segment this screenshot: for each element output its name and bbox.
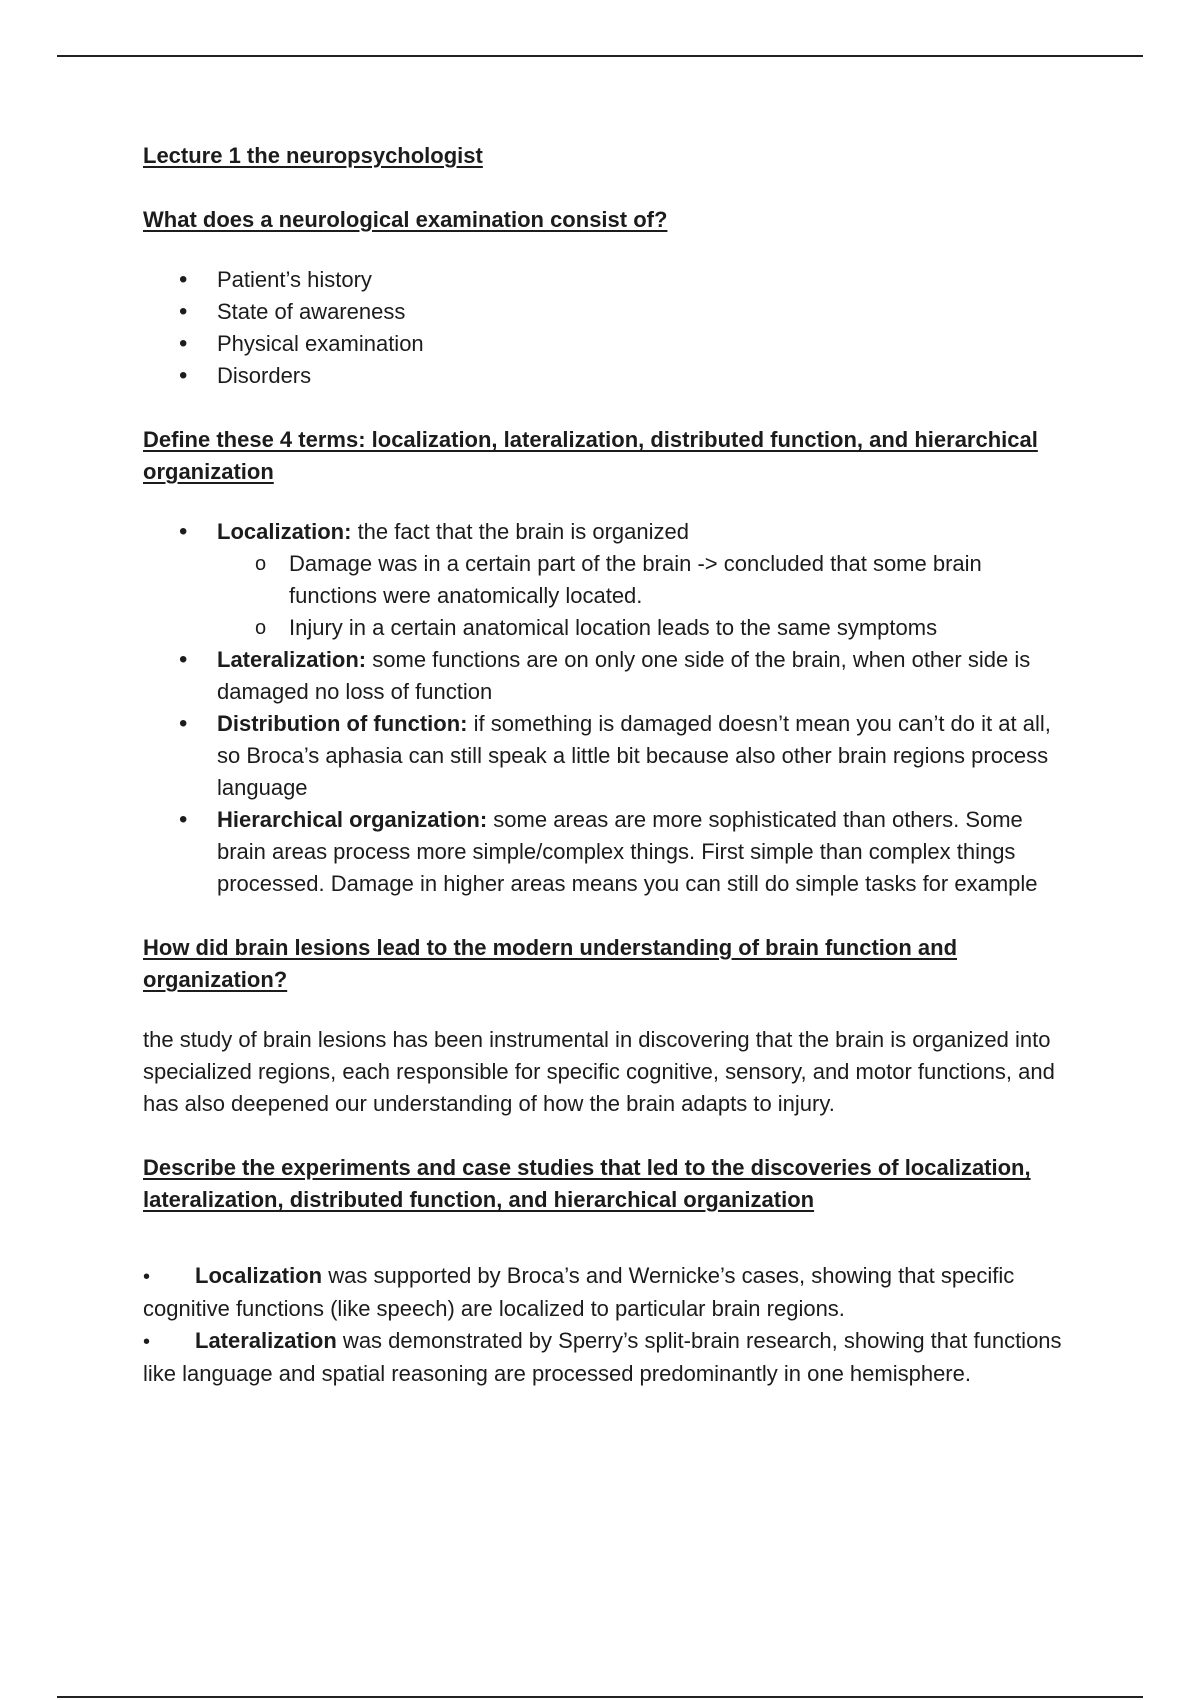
- term-definition: the fact that the brain is organized: [351, 519, 689, 544]
- bottom-rule: [57, 1696, 1143, 1698]
- term-label: Localization: [195, 1263, 323, 1288]
- bullet-icon: •: [143, 1331, 151, 1353]
- lesions-answer: the study of brain lesions has been instrumental in discovering that the brain is organized into specialized regions, each responsible for specific cognitive, sensory, and motor functions, and has also deepened our understanding of how the brain adapts to injury.: [143, 1027, 1055, 1116]
- list-item: • State of awareness: [217, 296, 1073, 328]
- term-item-localization: [217, 516, 1073, 644]
- term-label: Hierarchical organization:: [217, 807, 488, 832]
- term-item-lateralization: [217, 644, 1073, 708]
- term-description: was demonstrated by Sperry’s split-brain research, showing that functions like language and spatial reasoning are processed predominantly in one hemisphere.: [143, 1328, 1062, 1386]
- term-item-distribution: [217, 708, 1073, 804]
- experiment-item-localization: [143, 1260, 1073, 1325]
- sub-list-item: o Injury in a certain anatomical location leads to the same symptoms: [289, 612, 1073, 644]
- terms-list: [143, 516, 1073, 900]
- top-rule: [57, 55, 1143, 57]
- bullet-icon: •: [143, 1266, 151, 1288]
- lecture-title: Lecture 1 the neuropsychologist: [143, 143, 483, 168]
- term-label: Localization:: [217, 519, 352, 544]
- list-item: • Disorders: [217, 360, 1073, 392]
- question-heading-lesions: How did brain lesions lead to the modern understanding of brain function and organization?: [143, 935, 958, 992]
- experiment-item-lateralization: [143, 1325, 1073, 1390]
- sub-list-item: o Damage was in a certain part of the brain -> concluded that some brain functions were anatomically located.: [289, 548, 1073, 612]
- term-label: Lateralization: [195, 1328, 337, 1353]
- question-heading-terms: Define these 4 terms: localization, lateralization, distributed function, and hierarchical organization: [143, 427, 1038, 484]
- term-item-hierarchical: [217, 804, 1073, 900]
- question-heading-experiments: Describe the experiments and case studies that led to the discoveries of localization, lateralization, distributed function, and hierarchical organization: [143, 1155, 1031, 1212]
- document-body: [143, 140, 1073, 1390]
- exam-list: [143, 264, 1073, 392]
- term-definition: some areas are more sophisticated than others. Some brain areas process more simple/complex things. First simple than complex things processed. Damage in higher areas means you can still do simple tasks for example: [217, 807, 1038, 896]
- list-item: • Physical examination: [217, 328, 1073, 360]
- term-definition: if something is damaged doesn’t mean you can’t do it at all, so Broca’s aphasia can still speak a little bit because also other brain regions process language: [217, 711, 1051, 800]
- term-definition: some functions are on only one side of the brain, when other side is damaged no loss of function: [217, 647, 1031, 704]
- localization-sublist: [217, 548, 1073, 644]
- term-label: Lateralization:: [217, 647, 367, 672]
- term-label: Distribution of function:: [217, 711, 468, 736]
- term-description: was supported by Broca’s and Wernicke’s cases, showing that specific cognitive functions (like speech) are localized to particular brain regions.: [143, 1263, 1015, 1321]
- list-item: • Patient’s history: [217, 264, 1073, 296]
- question-heading-exam: What does a neurological examination consist of?: [143, 207, 668, 232]
